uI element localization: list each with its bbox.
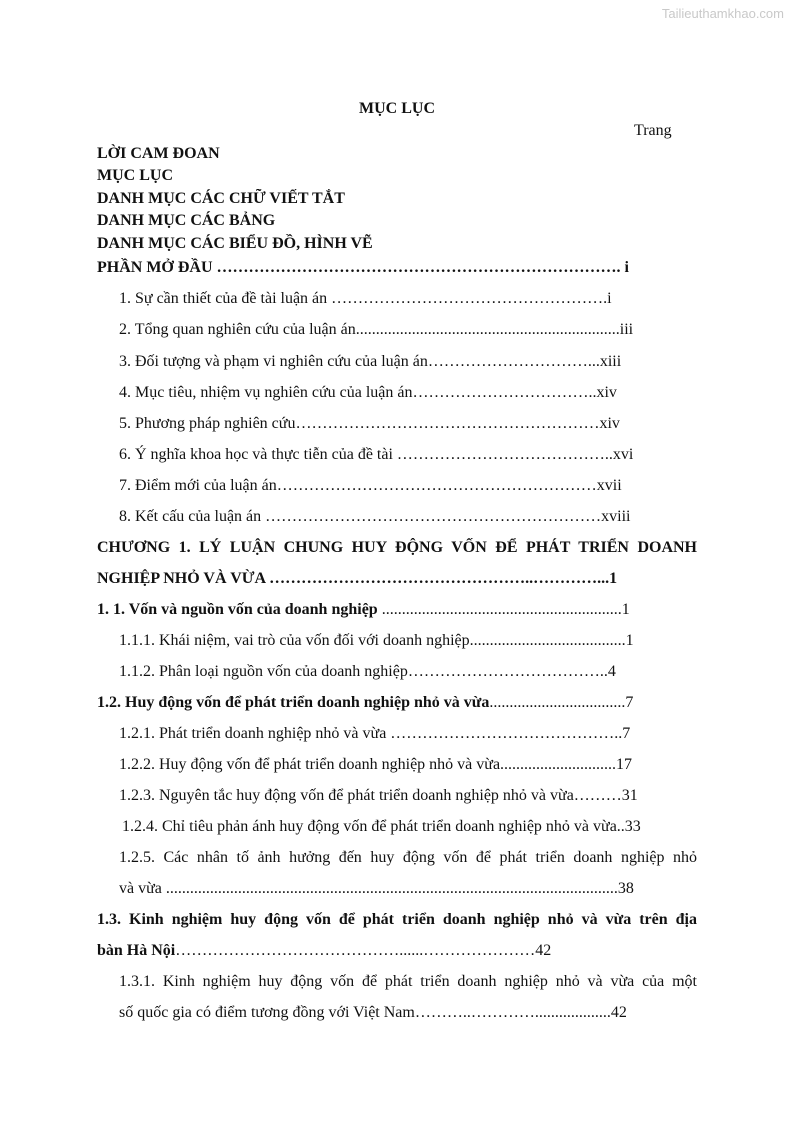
toc-entry: 1.2.4. Chỉ tiêu phản ánh huy động vốn để phát triển doanh nghiệp nhỏ và vừa..33	[122, 818, 641, 835]
toc-phan-mo-dau: PHẦN MỞ ĐẦU …………………………………………………………………. i	[97, 259, 629, 276]
section-title: bàn Hà Nội	[97, 942, 176, 959]
toc-entry: 3. Đối tượng và phạm vi nghiên cứu của luận án…………………………...xiii	[119, 353, 622, 370]
toc-entry: và vừa .................................................................................................................38	[119, 880, 634, 897]
toc-entry: 8. Kết cấu của luận án ………………………………………………………xviii	[119, 508, 631, 525]
toc-entry: 1. Sự cần thiết của đề tài luận án …………………………………………….i	[119, 290, 612, 307]
front-item-chu-viet-tat: DANH MỤC CÁC CHỮ VIẾT TẮT	[97, 190, 345, 207]
toc-entry: 2. Tổng quan nghiên cứu của luận án..................................................................iii	[119, 321, 634, 338]
section-title: 1. 1. Vốn và nguồn vốn của doanh nghiệp	[97, 601, 378, 618]
toc-entry: số quốc gia có điểm tương đồng với Việt Nam………..…………...................42	[119, 1004, 627, 1021]
front-item-cac-bang: DANH MỤC CÁC BẢNG	[97, 212, 276, 229]
toc-entry: 1.1.1. Khái niệm, vai trò của vốn đối với doanh nghiệp.......................................1	[119, 632, 634, 649]
toc-section-1-2	[97, 693, 697, 713]
toc-entry: 1.3.1. Kinh nghiệm huy động vốn để phát triển doanh nghiệp nhỏ và vừa của một	[119, 973, 697, 990]
front-item-loi-cam-doan: LỜI CAM ĐOAN	[97, 145, 220, 162]
toc-entry: 4. Mục tiêu, nhiệm vụ nghiên cứu của luận án……………………………..xiv	[119, 384, 617, 401]
toc-entry: 1.2.3. Nguyên tắc huy động vốn để phát triển doanh nghiệp nhỏ và vừa………31	[119, 787, 638, 804]
toc-section-1-1	[97, 600, 697, 620]
section-leader: ............................................................1	[377, 601, 630, 618]
section-leader: ……………………………………......…………………42	[175, 942, 552, 959]
toc-chapter-1-line1: CHƯƠNG 1. LÝ LUẬN CHUNG HUY ĐỘNG VỐN ĐỂ PHÁT TRIỂN DOANH	[97, 539, 697, 556]
toc-entry: 1.2.1. Phát triển doanh nghiệp nhỏ và vừa ……………………………………..7	[119, 725, 631, 742]
front-item-bieu-do: DANH MỤC CÁC BIỂU ĐỒ, HÌNH VẼ	[97, 235, 373, 252]
section-leader: ..................................7	[489, 694, 634, 711]
toc-entry: 1.1.2. Phân loại nguồn vốn của doanh nghiệp………………………………..4	[119, 663, 616, 680]
toc-section-1-3-line1: 1.3. Kinh nghiệm huy động vốn để phát triển doanh nghiệp nhỏ và vừa trên địa	[97, 911, 697, 928]
toc-entry: 5. Phương pháp nghiên cứu…………………………………………………xiv	[119, 415, 620, 432]
toc-entry: 6. Ý nghĩa khoa học và thực tiễn của đề tài …………………………………..xvi	[119, 446, 634, 463]
toc-entry: 7. Điểm mới của luận án……………………………………………………xvii	[119, 477, 622, 494]
page-column-label: Trang	[634, 122, 672, 139]
front-item-muc-luc: MỤC LỤC	[97, 167, 173, 184]
toc-section-1-3-line2	[97, 941, 697, 961]
section-title: 1.2. Huy động vốn để phát triển doanh nghiệp nhỏ và vừa	[97, 694, 490, 711]
watermark: Tailieuthamkhao.com	[661, 6, 784, 21]
toc-chapter-1-line2: NGHIỆP NHỎ VÀ VỪA …………………………………………..…………...1	[97, 570, 618, 587]
toc-entry: 1.2.2. Huy động vốn để phát triển doanh nghiệp nhỏ và vừa.............................17	[119, 756, 633, 773]
toc-entry: 1.2.5. Các nhân tố ảnh hưởng đến huy động vốn để phát triển doanh nghiệp nhỏ	[119, 849, 697, 866]
page-title: MỤC LỤC	[359, 100, 435, 117]
